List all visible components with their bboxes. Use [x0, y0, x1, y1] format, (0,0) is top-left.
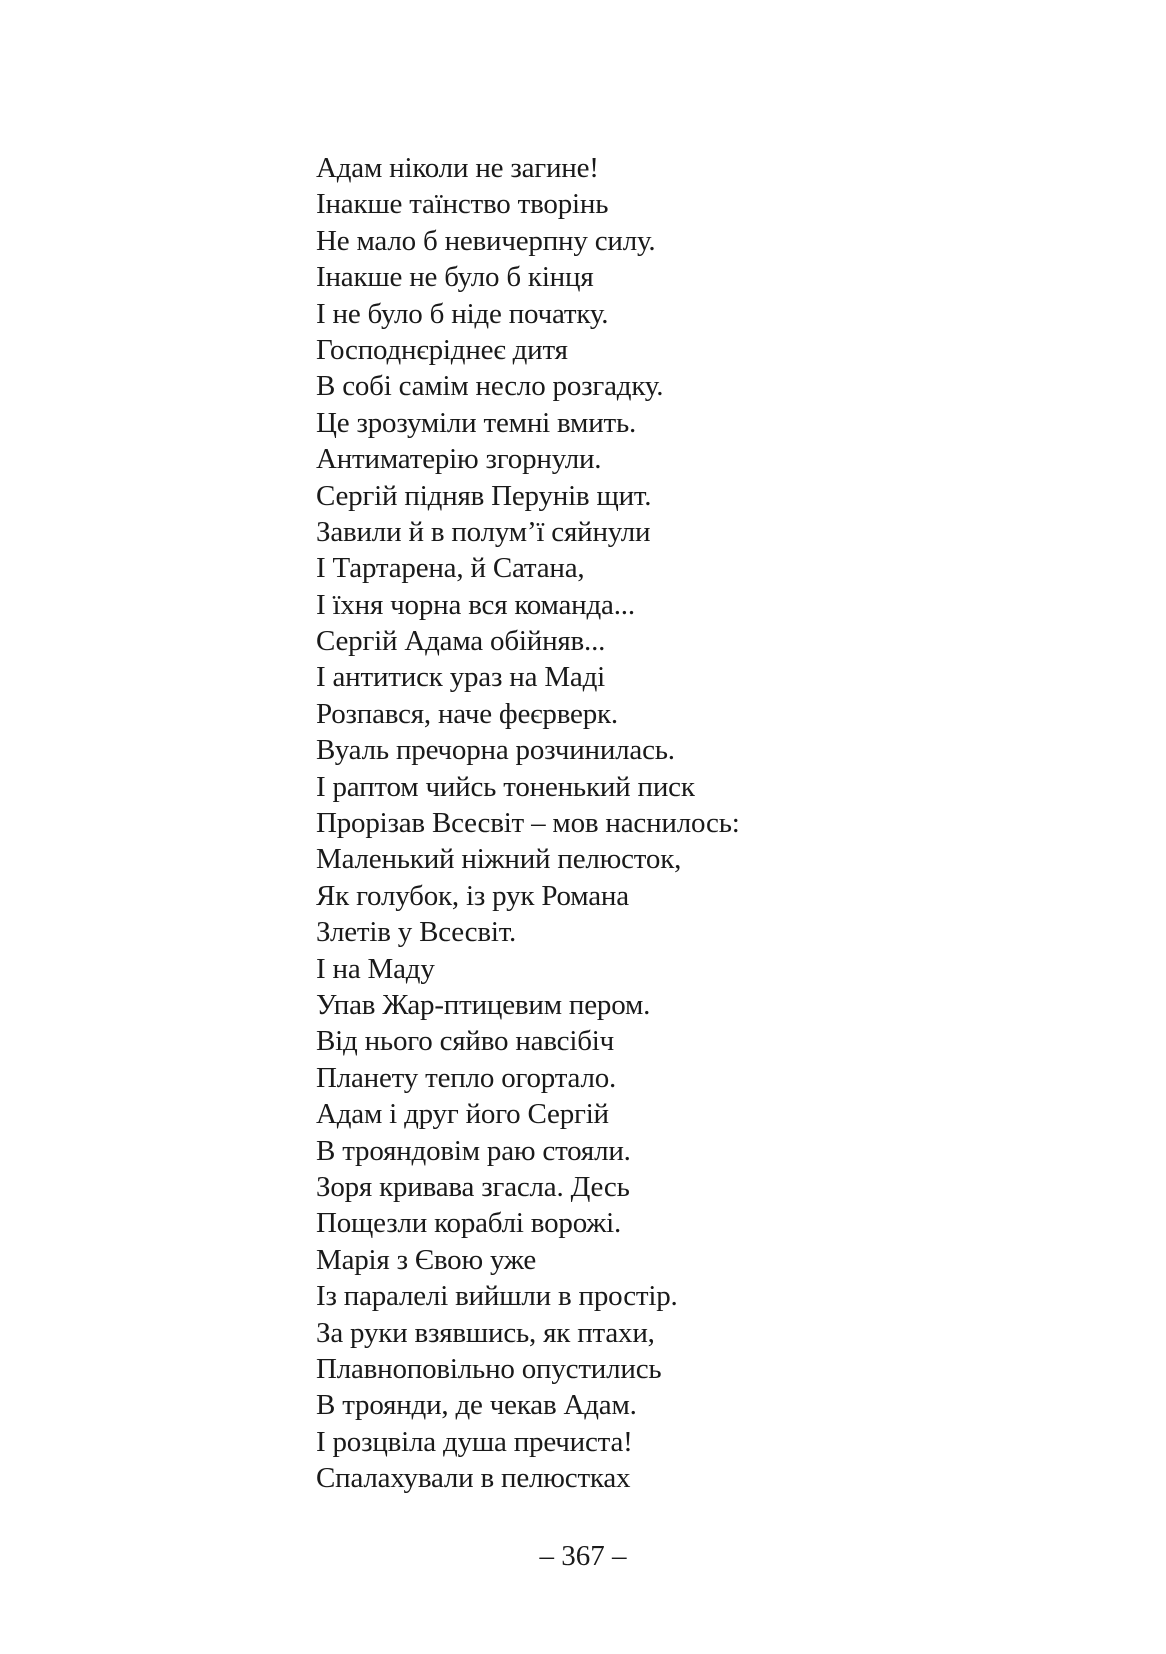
poem-line: Прорізав Всесвіт – мов наснилось:	[316, 807, 740, 840]
poem-line: Маленький ніжний пелюсток,	[316, 843, 682, 876]
poem-line: Адам і друг його Сергій	[316, 1098, 609, 1131]
poem-line: І на Маду	[316, 952, 435, 985]
poem-line: В собі самім несло розгадку.	[316, 370, 664, 403]
poem-text	[316, 150, 740, 1496]
poem-line: Пощезли кораблі ворожі.	[316, 1207, 622, 1240]
poem-line: І Тартарена, й Сатана,	[316, 552, 585, 585]
poem-line: Не мало б невичерпну силу.	[316, 224, 656, 257]
poem-line: За руки взявшись, як птахи,	[316, 1316, 655, 1349]
poem-line: І антитиск ураз на Маді	[316, 661, 605, 694]
poem-line: Антиматерію згорнули.	[316, 443, 602, 476]
poem-line: Марія з Євою уже	[316, 1243, 537, 1276]
poem-line: Зоря кривава згасла. Десь	[316, 1170, 630, 1203]
poem-line: Плавноповільно опустились	[316, 1352, 662, 1385]
poem-line: Спалахували в пелюстках	[316, 1462, 631, 1495]
poem-line: Це зрозуміли темні вмить.	[316, 406, 637, 439]
poem-line: І розцвіла душа пречиста!	[316, 1425, 633, 1458]
poem-line: Інакше таїнство творінь	[316, 188, 609, 221]
poem-line: Від нього сяйво навсібіч	[316, 1025, 614, 1058]
poem-line: Інакше не було б кінця	[316, 261, 594, 294]
page-number: – 367 –	[539, 1540, 627, 1572]
poem-line: Вуаль пречорна розчинилась.	[316, 734, 675, 767]
poem-line: Сергій підняв Перунів щит.	[316, 479, 652, 512]
poem-line: Розпався, наче феєрверк.	[316, 697, 618, 730]
poem-line: Упав Жар-птицевим пером.	[316, 988, 651, 1021]
poem-line: В троянди, де чекав Адам.	[316, 1389, 637, 1422]
poem-line: І їхня чорна вся команда...	[316, 588, 635, 621]
poem-line: Адам ніколи не загине!	[316, 152, 599, 184]
poem-line: Як голубок, із рук Романа	[316, 879, 629, 912]
poem-line: Злетів у Всесвіт.	[316, 916, 517, 949]
poem-line: Із паралелі вийшли в простір.	[316, 1280, 678, 1313]
poem-line: І раптом чийсь тоненький писк	[316, 770, 695, 803]
poem-line: Завили й в полум’ї сяйнули	[316, 515, 651, 548]
poem-line: Господнєріднеє дитя	[316, 333, 568, 366]
poem-line: Планету тепло огортало.	[316, 1061, 617, 1094]
poem-line: І не було б ніде початку.	[316, 297, 609, 330]
poem-line: В трояндовім раю стояли.	[316, 1134, 631, 1167]
poem-line: Сергій Адама обійняв...	[316, 625, 606, 658]
